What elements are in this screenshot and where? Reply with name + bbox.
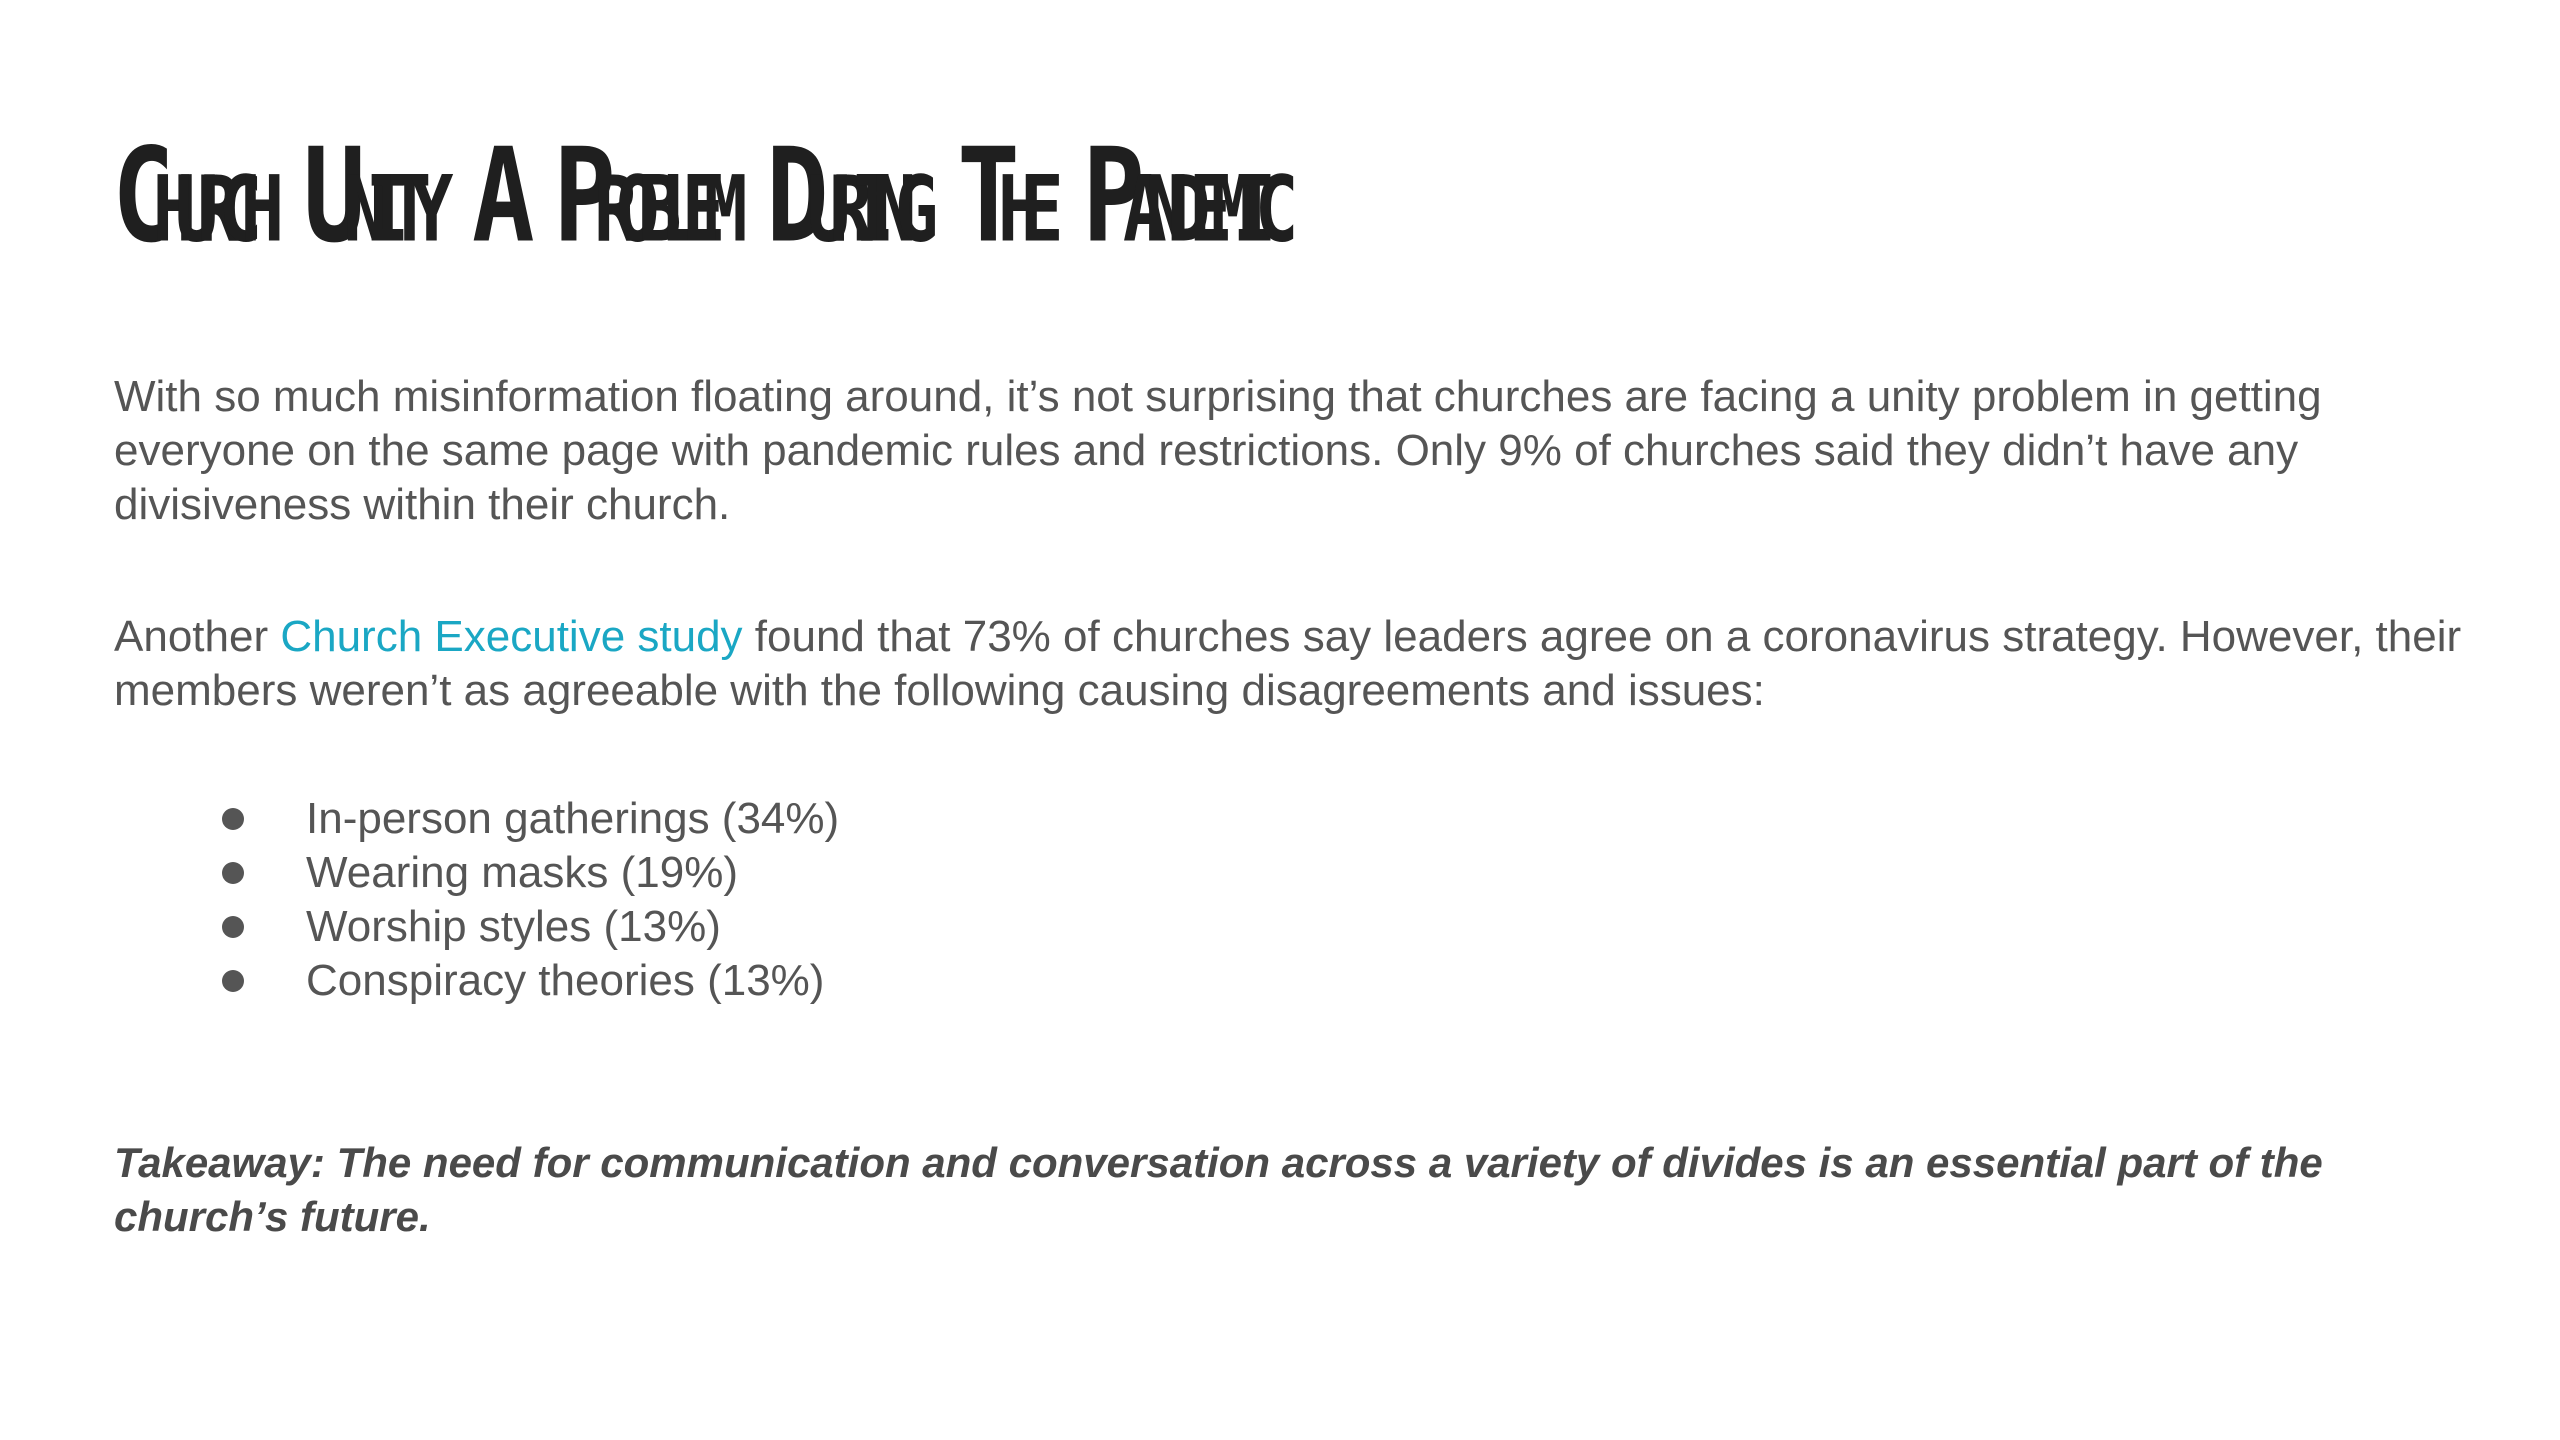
study-paragraph-tail: found that 73% of churches say leaders agree on a coronavirus strategy. However, their members weren’t as agreeable with the following causing disagreements and issues:: [114, 612, 2462, 715]
issues-list: [114, 792, 1914, 1008]
study-paragraph: [114, 610, 2474, 718]
bullet-icon: [222, 862, 244, 884]
list-item-text: Worship styles (13%): [306, 902, 721, 951]
list-item: [114, 792, 1914, 846]
bullet-icon: [222, 808, 244, 830]
church-executive-study-link[interactable]: Church Executive study: [280, 612, 743, 661]
list-item-text: Conspiracy theories (13%): [306, 956, 825, 1005]
list-item: [114, 900, 1914, 954]
bullet-icon: [222, 916, 244, 938]
list-item: [114, 846, 1914, 900]
bullet-icon: [222, 970, 244, 992]
list-item-text: Wearing masks (19%): [306, 848, 738, 897]
intro-paragraph: With so much misinformation floating around, it’s not surprising that churches are facing a unity problem in getting everyone on the same page with pandemic rules and restrictions. Only 9% of churches said they didn’t have any divisiveness within their church.: [114, 372, 2322, 529]
study-paragraph-lead: Another: [114, 612, 281, 661]
takeaway-text: Takeaway: The need for communication and conversation across a variety of divides is an essential part of the church’s future.: [114, 1139, 2323, 1240]
slide-title: Church Unity A Problem During The Pandemic: [112, 119, 1277, 272]
list-item: [114, 954, 1914, 1008]
list-item-text: In-person gatherings (34%): [306, 794, 840, 843]
